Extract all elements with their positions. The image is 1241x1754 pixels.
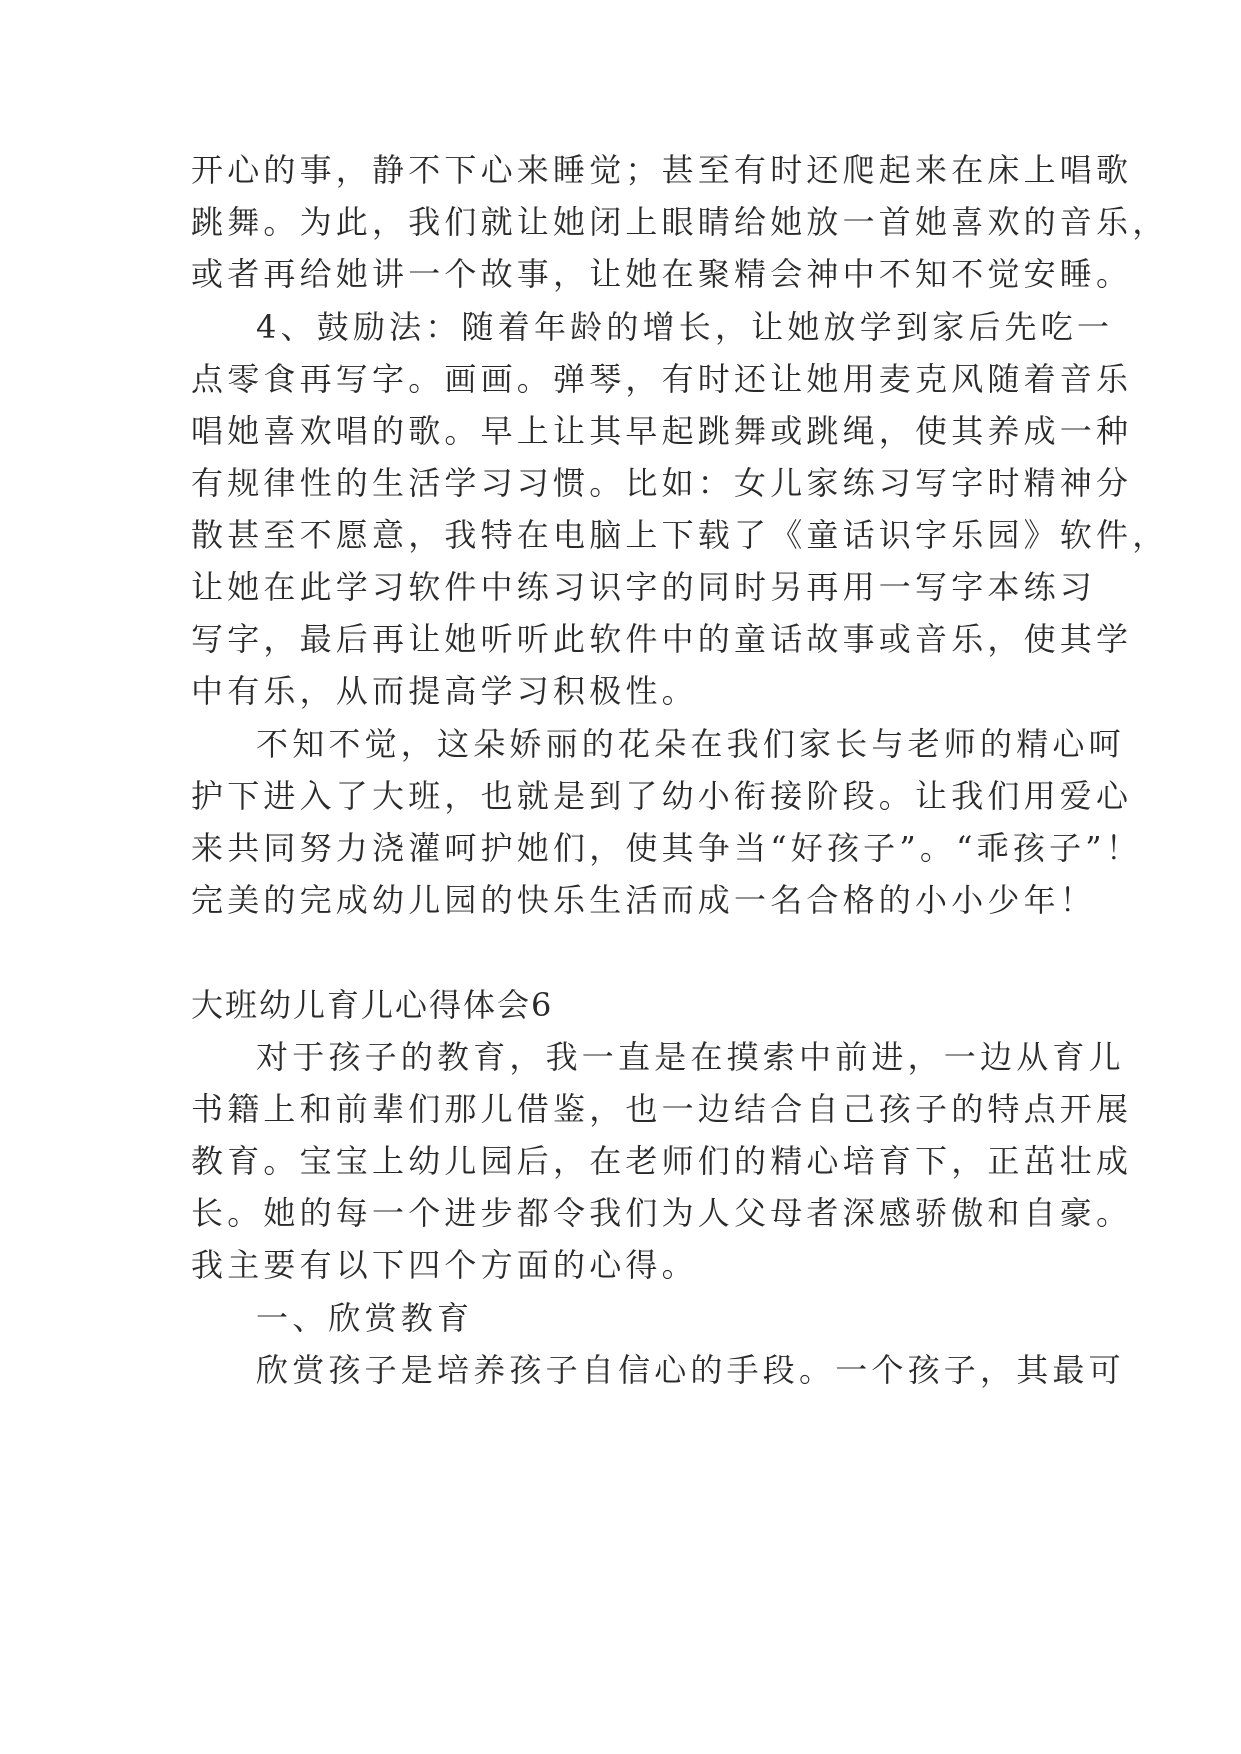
text-line: 我主要有以下四个方面的心得。 (191, 1246, 698, 1284)
text-line: 让她在此学习软件中练习识字的同时另再用一写字本练习 (191, 568, 1097, 606)
text-line: 开心的事，静不下心来睡觉；甚至有时还爬起来在床上唱歌 (191, 151, 1133, 189)
text-line: 4、鼓励法：随着年龄的增长，让她放学到家后先吃一 (256, 308, 1114, 346)
text-line: 欣赏孩子是培养孩子自信心的手段。一个孩子，其最可 (256, 1351, 1125, 1389)
text-line: 有规律性的生活学习习惯。比如：女儿家练习写字时精神分 (191, 464, 1133, 502)
text-line: 长。她的每一个进步都令我们为人父母者深感骄傲和自豪。 (191, 1194, 1133, 1232)
text-line: 点零食再写字。画画。弹琴，有时还让她用麦克风随着音乐 (191, 360, 1133, 398)
text-line: 不知不觉，这朵娇丽的花朵在我们家长与老师的精心呵 (256, 725, 1125, 763)
text-line: 唱她喜欢唱的歌。早上让其早起跳舞或跳绳，使其养成一种 (191, 412, 1133, 450)
text-line: 中有乐，从而提高学习积极性。 (191, 672, 698, 710)
text-line: 对于孩子的教育，我一直是在摸索中前进，一边从育儿 (256, 1038, 1125, 1076)
text-line: 或者再给她讲一个故事，让她在聚精会神中不知不觉安睡。 (191, 255, 1133, 293)
text-line: 写字，最后再让她听听此软件中的童话故事或音乐，使其学 (191, 620, 1133, 658)
subheading: 一、欣赏教育 (256, 1299, 474, 1337)
text-line: 跳舞。为此，我们就让她闭上眼睛给她放一首她喜欢的音乐， (191, 203, 1169, 241)
text-line: 护下进入了大班，也就是到了幼小衔接阶段。让我们用爱心 (191, 777, 1133, 815)
text-line: 完美的完成幼儿园的快乐生活而成一名合格的小小少年！ (191, 881, 1097, 919)
text-line: 来共同努力浇灌呵护她们，使其争当“好孩子”。“乖孩子”！ (191, 829, 1143, 867)
text-line: 教育。宝宝上幼儿园后，在老师们的精心培育下，正茁壮成 (191, 1142, 1133, 1180)
text-line: 散甚至不愿意，我特在电脑上下载了《童话识字乐园》软件， (191, 516, 1169, 554)
text-line: 书籍上和前辈们那儿借鉴，也一边结合自己孩子的特点开展 (191, 1090, 1133, 1128)
section-title: 大班幼儿育儿心得体会6 (191, 986, 554, 1024)
